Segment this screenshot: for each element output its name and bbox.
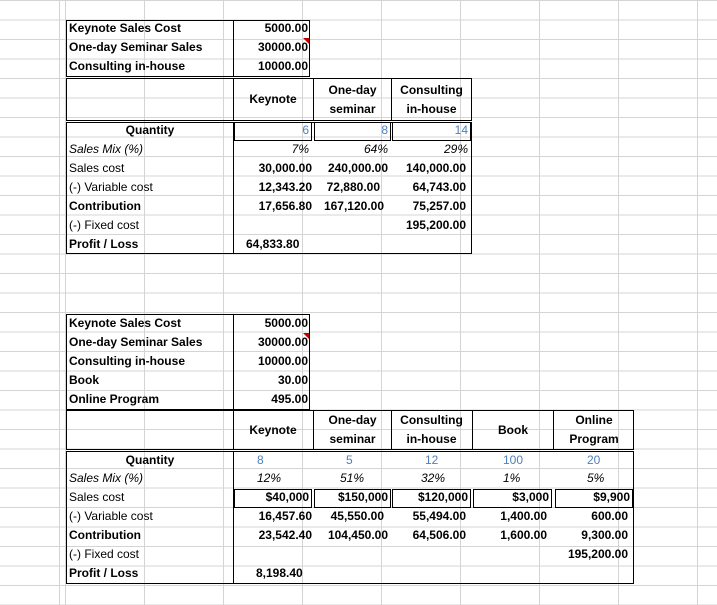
- t2-variable-consult[interactable]: 55,494.00: [412, 509, 466, 523]
- t1-header-consult-line1: Consulting: [400, 83, 463, 97]
- t2-cost-value-seminar[interactable]: 30000.00: [257, 335, 308, 349]
- t1-label-variable: (-) Variable cost: [69, 180, 153, 194]
- t1-qty-consult[interactable]: 14: [454, 123, 468, 137]
- t1-cost-label-keynote: Keynote Sales Cost: [69, 21, 182, 35]
- t1-cost-value-seminar[interactable]: 30000.00: [257, 40, 308, 54]
- t1-cost-value-keynote[interactable]: 5000.00: [264, 21, 308, 35]
- t2-variable-keynote[interactable]: 16,457.60: [258, 509, 312, 523]
- t1-header-seminar-line1: One-day: [328, 83, 377, 97]
- t2-fixed-cost[interactable]: 195,200.00: [567, 547, 628, 561]
- t1-contribution-consult[interactable]: 75,257.00: [412, 199, 466, 213]
- t1-sales-seminar[interactable]: 240,000.00: [327, 161, 388, 175]
- t2-mix-online[interactable]: 5%: [587, 471, 605, 485]
- t2-header-consult-line2: in-house: [406, 432, 457, 446]
- t2-header-seminar-line1: One-day: [328, 413, 377, 427]
- t2-header-online-line1: Online: [575, 413, 613, 427]
- t2-cost-value-keynote[interactable]: 5000.00: [264, 316, 308, 330]
- t2-qty-book[interactable]: 100: [503, 453, 524, 467]
- t2-sales-seminar[interactable]: $150,000: [337, 490, 388, 504]
- t2-mix-consult[interactable]: 32%: [421, 471, 446, 485]
- t1-variable-keynote[interactable]: 12,343.20: [258, 180, 312, 194]
- t2-contribution-book[interactable]: 1,600.00: [500, 528, 547, 542]
- t2-label-sales: Sales cost: [69, 490, 125, 504]
- t2-cost-value-book[interactable]: 30.00: [277, 373, 308, 387]
- t2-profit-value[interactable]: 8,198.40: [256, 566, 303, 580]
- t2-mix-seminar[interactable]: 51%: [340, 471, 365, 485]
- t1-header-consult-line2: in-house: [406, 102, 457, 116]
- t2-cost-label-online: Online Program: [69, 392, 160, 406]
- t2-sales-book[interactable]: $3,000: [512, 490, 549, 504]
- t2-header-keynote: Keynote: [249, 423, 297, 437]
- t1-label-quantity: Quantity: [125, 123, 175, 137]
- t2-label-contribution: Contribution: [69, 528, 141, 542]
- t1-header-seminar-line2: seminar: [329, 102, 376, 116]
- t1-contribution-seminar[interactable]: 167,120.00: [323, 199, 384, 213]
- t2-sales-online[interactable]: $9,900: [593, 490, 630, 504]
- t2-label-mix: Sales Mix (%): [69, 471, 144, 485]
- t2-label-profit: Profit / Loss: [69, 566, 139, 580]
- t1-label-mix: Sales Mix (%): [69, 142, 144, 156]
- t1-label-fixed: (-) Fixed cost: [69, 218, 140, 232]
- t2-cost-label-seminar: One-day Seminar Sales: [69, 335, 203, 349]
- t2-mix-keynote[interactable]: 12%: [257, 471, 282, 485]
- t2-cost-value-online[interactable]: 495.00: [271, 392, 308, 406]
- t2-qty-consult[interactable]: 12: [425, 453, 439, 467]
- t2-variable-online[interactable]: 600.00: [591, 509, 628, 523]
- t1-cost-label-seminar: One-day Seminar Sales: [69, 40, 203, 54]
- t2-sales-keynote[interactable]: $40,000: [265, 490, 309, 504]
- t2-qty-online[interactable]: 20: [587, 453, 601, 467]
- t2-variable-book[interactable]: 1,400.00: [500, 509, 547, 523]
- t2-cost-value-consulting[interactable]: 10000.00: [257, 354, 308, 368]
- t2-header-book: Book: [498, 423, 528, 437]
- t1-mix-seminar[interactable]: 64%: [363, 142, 388, 156]
- t1-label-profit: Profit / Loss: [69, 237, 139, 251]
- t2-contribution-keynote[interactable]: 23,542.40: [258, 528, 312, 542]
- t2-contribution-consult[interactable]: 64,506.00: [412, 528, 466, 542]
- t1-cost-value-consulting[interactable]: 10000.00: [257, 59, 308, 73]
- t2-mix-book[interactable]: 1%: [503, 471, 521, 485]
- t2-label-fixed: (-) Fixed cost: [69, 547, 140, 561]
- t1-variable-seminar[interactable]: 72,880.00: [326, 180, 380, 194]
- t2-contribution-seminar[interactable]: 104,450.00: [327, 528, 388, 542]
- t1-label-contribution: Contribution: [69, 199, 141, 213]
- t1-contribution-keynote[interactable]: 17,656.80: [258, 199, 312, 213]
- t1-sales-keynote[interactable]: 30,000.00: [258, 161, 312, 175]
- t1-qty-keynote[interactable]: 6: [302, 123, 309, 137]
- t2-qty-seminar[interactable]: 5: [346, 453, 353, 467]
- t2-contribution-online[interactable]: 9,300.00: [581, 528, 628, 542]
- t2-sales-consult[interactable]: $120,000: [417, 490, 468, 504]
- t1-mix-keynote[interactable]: 7%: [291, 142, 309, 156]
- t2-cost-label-consulting: Consulting in-house: [69, 354, 185, 368]
- t2-header-consult-line1: Consulting: [400, 413, 463, 427]
- t1-cost-label-consulting: Consulting in-house: [69, 59, 185, 73]
- t1-sales-consult[interactable]: 140,000.00: [405, 161, 466, 175]
- t2-header-online-line2: Program: [569, 432, 619, 446]
- t1-variable-consult[interactable]: 64,743.00: [412, 180, 466, 194]
- t1-qty-seminar[interactable]: 8: [381, 123, 388, 137]
- t2-header-seminar-line2: seminar: [329, 432, 376, 446]
- t1-fixed-cost[interactable]: 195,200.00: [405, 218, 466, 232]
- t1-mix-consult[interactable]: 29%: [443, 142, 468, 156]
- t2-cost-label-book: Book: [69, 373, 99, 387]
- t1-profit-value[interactable]: 64,833.80: [246, 237, 300, 251]
- t1-label-sales: Sales cost: [69, 161, 125, 175]
- t2-label-quantity: Quantity: [125, 453, 175, 467]
- t2-label-variable: (-) Variable cost: [69, 509, 153, 523]
- t2-qty-keynote[interactable]: 8: [257, 453, 264, 467]
- t2-variable-seminar[interactable]: 45,550.00: [330, 509, 384, 523]
- t2-cost-label-keynote: Keynote Sales Cost: [69, 316, 182, 330]
- t1-header-keynote: Keynote: [249, 92, 297, 106]
